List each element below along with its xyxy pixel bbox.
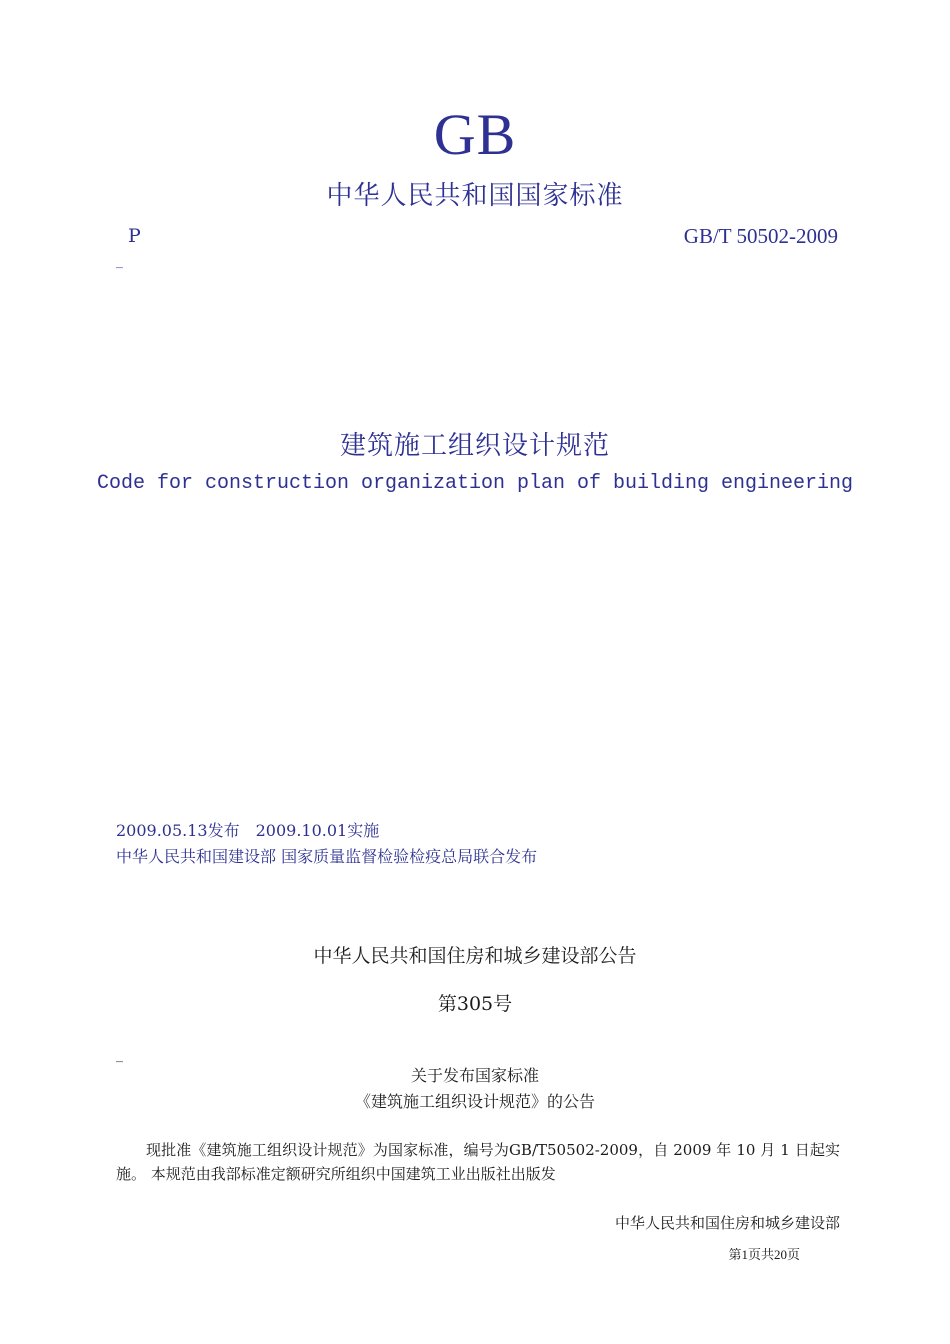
publishers-line: 中华人民共和国建设部 国家质量监督检验检疫总局联合发布 xyxy=(116,847,538,866)
notice-signature: 中华人民共和国住房和城乡建设部 xyxy=(614,1214,840,1232)
dash-mark-notice: _ xyxy=(116,1047,123,1063)
notice-subject-line2: 《建筑施工组织设计规范》的公告 xyxy=(354,1092,595,1111)
document-title-en: Code for construction organization plan of building engineering xyxy=(96,472,854,495)
standard-number: GB/T 50502-2009 xyxy=(683,224,838,248)
issue-dates: 2009.05.13发布 2009.10.01实施 xyxy=(116,821,380,840)
notice-number: 第305号 xyxy=(437,993,513,1015)
notice-title: 中华人民共和国住房和城乡建设部公告 xyxy=(313,945,637,967)
document-title-cn: 建筑施工组织设计规范 xyxy=(339,431,610,461)
classification-mark: P xyxy=(128,225,141,247)
gb-mark: GB xyxy=(433,102,517,167)
page-footer: 第1页共20页 xyxy=(728,1247,800,1262)
notice-body-paragraph: 现批准《建筑施工组织设计规范》为国家标准，编号为GB/T50502-2009，自 2009 年 10 月 1 日起实施。 本规范由我部标准定额研究所组织中国建筑工业出版社出版发 xyxy=(116,1141,840,1183)
notice-subject-line1: 关于发布国家标准 xyxy=(410,1066,539,1085)
dash-mark-top: _ xyxy=(116,253,123,269)
standard-category-heading: 中华人民共和国国家标准 xyxy=(326,181,624,211)
